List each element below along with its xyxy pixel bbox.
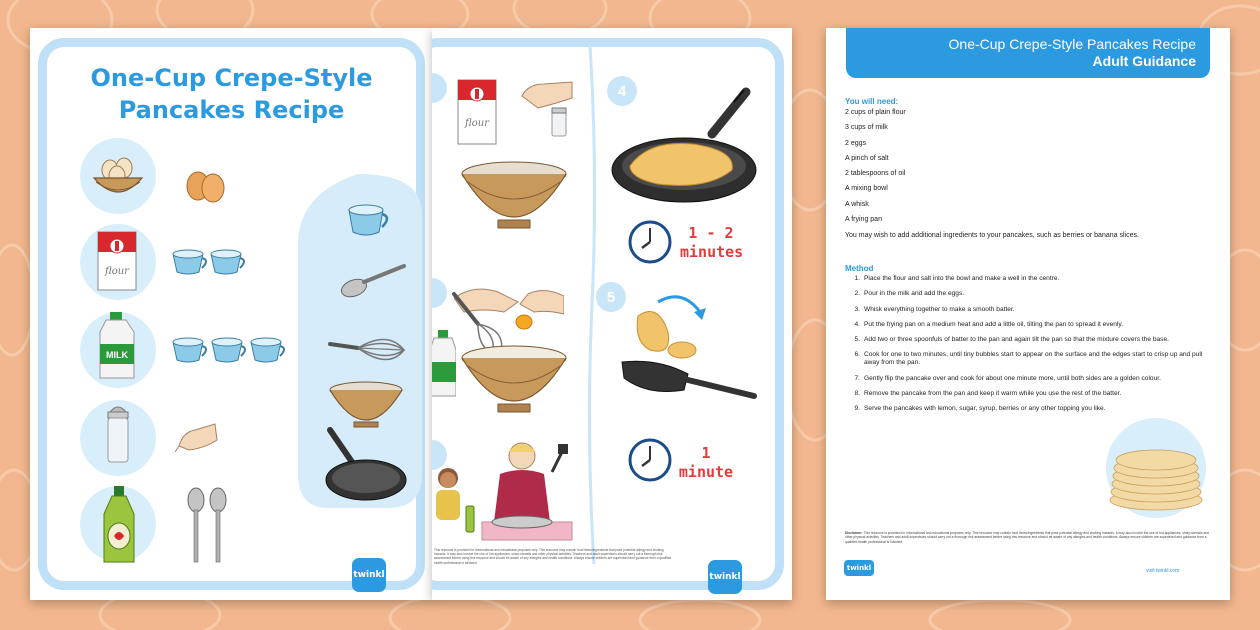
flour-bag-icon bbox=[454, 76, 500, 148]
pan-with-batter-icon bbox=[608, 86, 768, 206]
header-title: One-Cup Crepe-Style Pancakes Recipe bbox=[948, 36, 1196, 52]
method-heading: Method bbox=[845, 264, 874, 273]
ingredients-picture-sheet bbox=[30, 28, 433, 600]
mixing-bowl-icon bbox=[458, 160, 570, 232]
method-step: 5. Add two or three spoonfuls of batter to the pan and again tilt the pan so that the mixture covers the base. bbox=[854, 336, 1169, 344]
method-list bbox=[850, 275, 1210, 421]
twinkl-logo: twinkl bbox=[844, 560, 874, 576]
step-4-duration bbox=[680, 224, 742, 262]
flour-label: flour bbox=[465, 118, 489, 129]
list-item: A pinch of salt bbox=[845, 154, 889, 162]
disclaimer-label: Disclaimer: bbox=[845, 531, 863, 535]
list-item: 2 tablespoons of oil bbox=[845, 170, 906, 178]
ingredient-list bbox=[845, 108, 906, 230]
list-item: A frying pan bbox=[845, 216, 882, 224]
method-step: 7. Gently flip the pancake over and cook for about one minute more, until both sides are a golden colour. bbox=[854, 374, 1161, 382]
salt-shaker-icon bbox=[102, 402, 134, 468]
list-item: 2 cups of plain flour bbox=[845, 109, 906, 116]
duration-value: 1 bbox=[701, 444, 711, 462]
list-item: A whisk bbox=[845, 200, 869, 208]
disclaimer bbox=[845, 531, 1211, 544]
two-cups-icon bbox=[170, 246, 250, 278]
clock-icon bbox=[628, 220, 672, 264]
milk-label: MILK bbox=[106, 350, 128, 360]
two-spoons-icon bbox=[182, 486, 232, 566]
frying-pan-icon bbox=[318, 426, 408, 506]
step-5-duration bbox=[676, 444, 736, 482]
whisk-icon bbox=[328, 334, 408, 370]
step-number-5: 5 bbox=[596, 282, 626, 312]
mixing-bowl-icon bbox=[458, 344, 570, 416]
you-will-need-heading: You will need: bbox=[845, 97, 899, 106]
flour-bag-icon bbox=[94, 228, 140, 294]
eggs-bowl-icon bbox=[88, 146, 148, 206]
cup-icon bbox=[346, 200, 394, 240]
step-number-4: 4 bbox=[607, 76, 637, 106]
duration-value: 1 - 2 bbox=[688, 224, 734, 242]
method-step: 3. Whisk everything together to make a smooth batter. bbox=[854, 305, 1015, 313]
small-print: This resource is provided for informational and educational purposes only. This resource may contain food items/ingredients that pose potential allergy and choking hazards. It may also involve the use of hot appliances, sharp utensils and other physical activities. Teachers and adult supervisors should carry out a thorough risk assessment before using this resource and should be aware of any allergies and health conditions. Always ensure children are supervised and guidance from a qualified health professional is followed. bbox=[434, 548, 672, 565]
milk-bottle-icon bbox=[92, 310, 142, 382]
spoon-icon bbox=[338, 260, 408, 300]
duration-unit: minute bbox=[678, 463, 734, 481]
method-step: 4. Put the frying pan on a medium heat and add a little oil, tilting the pan to spread it evenly. bbox=[854, 320, 1124, 328]
duration-unit: minutes bbox=[680, 243, 744, 261]
method-step: 2. Pour in the milk and add the eggs. bbox=[854, 290, 965, 298]
page-title-line2: Pancakes Recipe bbox=[118, 96, 345, 124]
visit-link[interactable]: visit twinkl.com bbox=[1146, 568, 1180, 574]
flour-label: flour bbox=[105, 266, 129, 277]
salt-hand-icon bbox=[514, 78, 574, 138]
oil-bottle-icon bbox=[100, 484, 138, 566]
method-step: 1. Place the flour and salt into the bowl and make a well in the centre. bbox=[854, 275, 1060, 282]
twinkl-logo: twinkl bbox=[352, 558, 386, 592]
cooking-children-scene bbox=[432, 442, 582, 542]
pancake-stack-image bbox=[1094, 418, 1214, 522]
header-subtitle: Adult Guidance bbox=[1092, 53, 1196, 69]
adult-guidance-sheet bbox=[826, 28, 1230, 600]
frying-pan-icon bbox=[618, 356, 758, 406]
method-step: 8. Remove the pancake from the pan and keep it warm while you use the rest of the batter. bbox=[854, 390, 1122, 398]
list-item: A mixing bowl bbox=[845, 185, 888, 193]
pinch-hand-icon bbox=[175, 418, 219, 454]
mixing-bowl-icon bbox=[326, 380, 406, 430]
disclaimer-text: This resource is provided for informational and educational purposes only. This resource may contain food items/ingredients that pose potential allergy and choking hazards. It may also involve the use of hot appliances, sharp utensils and other physical activities. Teachers and adult supervisors should carry out a thorough risk assessment before using this resource and should be aware of any allergies and health conditions. Always ensure children are supervised and guidance from a qualified health professional is followed. bbox=[845, 531, 1209, 544]
guidance-header bbox=[846, 28, 1210, 78]
list-item: 3 cups of milk bbox=[845, 124, 888, 132]
page-title-line1: One-Cup Crepe-Style bbox=[90, 64, 373, 92]
optional-note: You may wish to add additional ingredients to your pancakes, such as berries or banana slices. bbox=[845, 232, 1139, 239]
method-step: 9. Serve the pancakes with lemon, sugar, syrup, berries or any other topping you like. bbox=[854, 405, 1106, 413]
clock-icon bbox=[628, 438, 672, 482]
twinkl-logo: twinkl bbox=[708, 560, 742, 594]
method-picture-sheet bbox=[432, 28, 792, 600]
two-eggs-icon bbox=[183, 168, 229, 204]
three-cups-icon bbox=[170, 334, 290, 366]
method-step: 6. Cook for one to two minutes, until tiny bubbles start to appear on the surface and the edges start to crisp up and pull away from the pan. bbox=[854, 351, 1203, 367]
list-item: 2 eggs bbox=[845, 139, 867, 147]
